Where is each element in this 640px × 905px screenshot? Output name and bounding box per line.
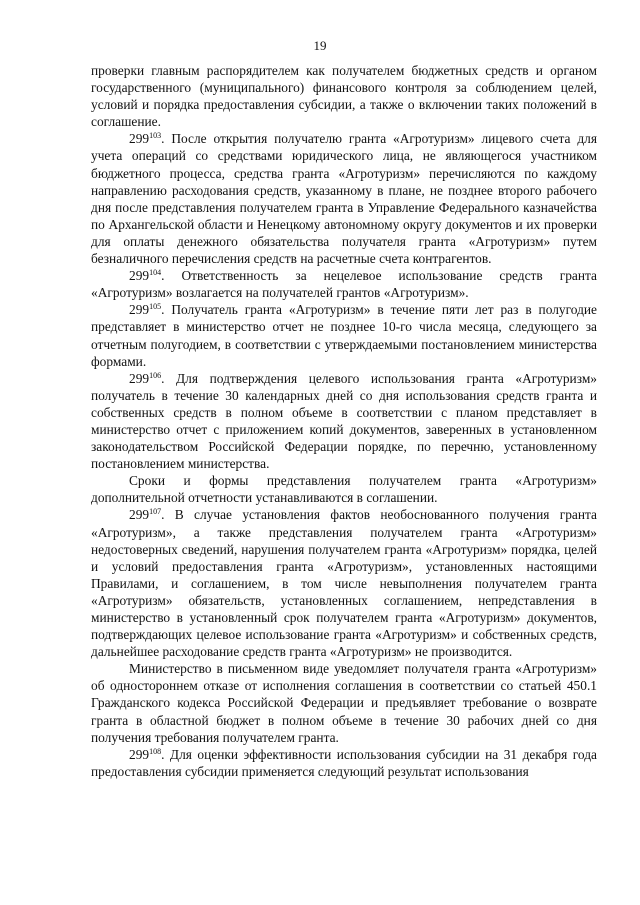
- paragraph-text: . Получатель гранта «Агротуризм» в течение пяти лет раз в полугодие представляет в министерство отчет не позднее 10-го числа месяца, следующего за отчетным полугодием, в соответствии с утверждаемыми постановлением министерства формами.: [91, 302, 597, 369]
- document-body: [91, 62, 597, 780]
- clause-number-base: 299: [129, 746, 150, 762]
- paragraph-continuation: [91, 62, 597, 130]
- clause-number: [129, 747, 161, 762]
- paragraph-text: Сроки и формы представления получателем гранта «Агротуризм» дополнительной отчетности устанавливаются в соглашении.: [91, 473, 597, 506]
- paragraph-299-105: [91, 301, 597, 369]
- page-number: 19: [313, 38, 327, 53]
- clause-number-superscript: 108: [149, 746, 162, 756]
- paragraph-text: . В случае установления фактов необоснованного получения гранта «Агротуризм», а также представления получателем гранта «Агротуризм» недостоверных сведений, нарушения получателем гранта «Агротуризм» порядка, целей и условий предоставления гранта «Агротуризм», установленных настоящими Правилами, и соглашением, в том числе невыполнения получателем гранта «Агротуризм» обязательств, установленных соглашением, непредставления в министерство в установленный срок получателем гранта «Агротуризм» документов, подтверждающих целевое использование гранта «Агротуризм» и собственных средств, дальнейшее расходование средств гранта «Агротуризм» не производится.: [91, 507, 597, 660]
- paragraph-text: . Для подтверждения целевого использования гранта «Агротуризм» получатель в течение 30 календарных дней со дня использования средств гранта и собственных средств в полном объеме в соответствии с планом представляет в министерство отчет с приложением копий документов, заверенных в установленном законодательством Российской Федерации порядке, по перечню, установленному постановлением министерства.: [91, 370, 597, 472]
- clause-number-base: 299: [129, 507, 150, 523]
- paragraph-text: проверки главным распорядителем как получателем бюджетных средств и органом государственного (муниципального) финансового контроля за соблюдением целей, условий и порядка предоставления субсидии, а также о включении таких положений в соглашение.: [91, 63, 597, 130]
- clause-number-superscript: 104: [149, 268, 162, 278]
- clause-number-base: 299: [129, 370, 150, 386]
- paragraph-text: . Ответственность за нецелевое использование средств гранта «Агротуризм» возлагается на получателей грантов «Агротуризм».: [91, 268, 597, 301]
- paragraph-text: . После открытия получателю гранта «Агротуризм» лицевого счета для учета операций со средствами юридического лица, не являющегося участником бюджетного процесса, средства гранта «Агротуризм» перечисляются по каждому направлению расходования средств, указанному в плане, не позднее второго рабочего дня после представления получателем гранта в Управление Федерального казначейства по Архангельской области и Ненецкому автономному округу документов и их проверки для оплаты денежного обязательства получателя гранта «Агротуризм» путем безналичного перечисления средств на расчетные счета контрагентов.: [91, 131, 597, 267]
- paragraph-ministry-notice: [91, 660, 597, 745]
- paragraph-299-106: [91, 370, 597, 473]
- clause-number: [129, 507, 161, 522]
- paragraph-299-104: [91, 267, 597, 301]
- paragraph-text: Министерство в письменном виде уведомляет получателя гранта «Агротуризм» об одностороннем отказе от исполнения соглашения в соответствии со статьей 450.1 Гражданского кодекса Российской Федерации и предъявляет требование о возврате гранта в областной бюджет в полном объеме в течение 30 рабочих дней со дня получения требования получателем гранта.: [91, 661, 597, 745]
- clause-number: [129, 268, 161, 283]
- clause-number-superscript: 107: [149, 507, 162, 517]
- clause-number-base: 299: [129, 302, 150, 318]
- clause-number-superscript: 105: [149, 302, 162, 312]
- paragraph-299-103: [91, 130, 597, 267]
- clause-number: [129, 302, 161, 317]
- clause-number: [129, 131, 161, 146]
- paragraph-299-108: [91, 746, 597, 780]
- paragraph-299-107: [91, 506, 597, 660]
- paragraph-reporting-terms: [91, 472, 597, 506]
- paragraph-text: . Для оценки эффективности использования субсидии на 31 декабря года предоставления субсидии применяется следующий результат использования: [91, 746, 597, 779]
- clause-number: [129, 371, 161, 386]
- clause-number-superscript: 106: [149, 370, 162, 380]
- clause-number-base: 299: [129, 131, 150, 147]
- clause-number-superscript: 103: [149, 131, 162, 141]
- clause-number-base: 299: [129, 268, 150, 284]
